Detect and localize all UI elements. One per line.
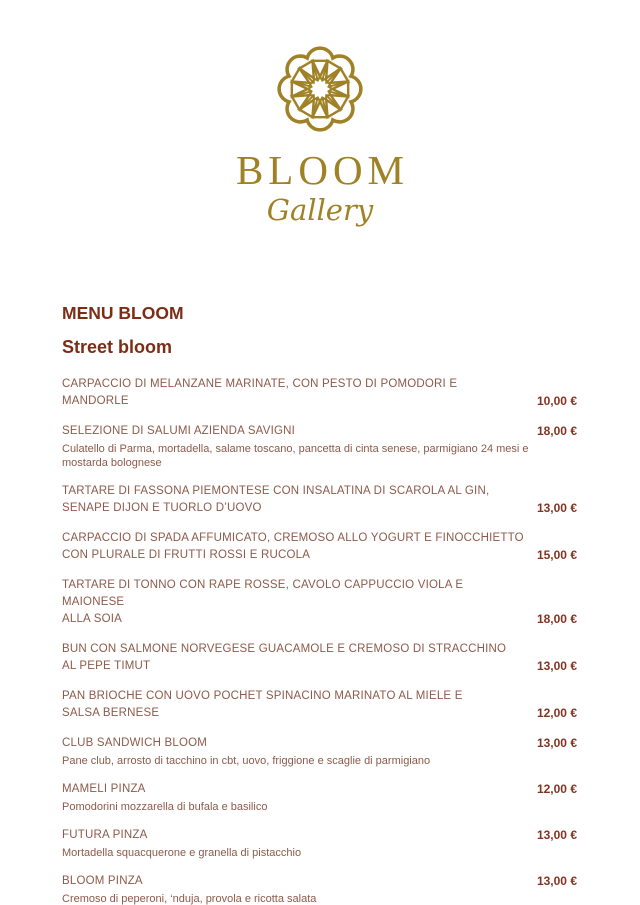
menu-item-title: BLOOM PINZA (62, 874, 143, 887)
menu-item-description: Mortadella squacquerone e granella di pistacchio (62, 846, 302, 859)
menu-item-row (62, 423, 577, 440)
menu-item-price: 12,00 € (536, 705, 577, 720)
menu-item-price: 18,00 € (536, 611, 577, 626)
menu-item-description: Pomodorini mozzarella di bufala e basilico (62, 800, 268, 813)
menu-item (62, 423, 577, 470)
menu-item-row (62, 641, 577, 675)
brand-wordmark: BLOOM (235, 147, 410, 193)
menu-item (62, 641, 577, 675)
menu-item-title: MAMELI PINZA (62, 782, 146, 795)
menu-item (62, 735, 577, 768)
menu-item-row (62, 735, 577, 752)
menu-item-description: Culatello di Parma, mortadella, salame toscano, pancetta di cinta senese, parmigiano 24 mesi e mostarda bolognese (62, 442, 529, 469)
menu-item-price: 13,00 € (536, 500, 577, 515)
menu-item-row (62, 577, 577, 628)
menu-item-price: 10,00 € (536, 393, 577, 408)
menu-section-title: MENU BLOOM (62, 302, 184, 323)
brand-header (0, 0, 640, 227)
bloom-flower-logo-icon (267, 36, 373, 142)
menu-item-row (62, 530, 577, 564)
menu-item-description: Cremoso di peperoni, ‘nduja, provola e ricotta salata (62, 892, 317, 905)
menu-item-title: CARPACCIO DI MELANZANE MARINATE, CON PESTO DI POMODORI E MANDORLE (62, 377, 458, 407)
menu-item-row (62, 483, 577, 517)
menu-item-description: Pane club, arrosto di tacchino in cbt, uovo, friggione e scaglie di parmigiano (62, 754, 431, 767)
menu-item (62, 483, 577, 517)
menu-item-price: 13,00 € (536, 873, 577, 888)
menu-item-title: FUTURA PINZA (62, 828, 148, 841)
menu-item-price: 13,00 € (536, 658, 577, 673)
menu-item (62, 688, 577, 722)
menu-item-title: CARPACCIO DI SPADA AFFUMICATO, CREMOSO ALLO YOGURT E FINOCCHIETTO CON PLURALE DI FRUTTI ROSSI E RUCOLA (62, 531, 524, 561)
brand-subtitle: Gallery (266, 193, 374, 227)
menu-item-price: 15,00 € (536, 547, 577, 562)
menu-item-price: 18,00 € (536, 423, 577, 438)
menu-item-price: 13,00 € (536, 735, 577, 750)
menu-item-row (62, 873, 577, 890)
menu-item-title: TARTARE DI FASSONA PIEMONTESE CON INSALATINA DI SCAROLA AL GIN, SENAPE DIJON E TUORLO D’UOVO (62, 484, 490, 514)
menu-item-row (62, 781, 577, 798)
menu-item (62, 577, 577, 628)
menu-content (0, 303, 640, 905)
menu-items-list (62, 376, 577, 905)
menu-item (62, 530, 577, 564)
menu-item (62, 376, 577, 410)
menu-item-title: CLUB SANDWICH BLOOM (62, 736, 208, 749)
menu-item (62, 873, 577, 905)
menu-item-title: TARTARE DI TONNO CON RAPE ROSSE, CAVOLO CAPPUCCIO VIOLA E MAIONESE ALLA SOIA (62, 578, 464, 625)
menu-item (62, 827, 577, 860)
menu-item (62, 781, 577, 814)
menu-item-title: SELEZIONE DI SALUMI AZIENDA SAVIGNI (62, 424, 296, 437)
menu-item-price: 12,00 € (536, 781, 577, 796)
menu-item-title: PAN BRIOCHE CON UOVO POCHET SPINACINO MARINATO AL MIELE E SALSA BERNESE (62, 689, 463, 719)
menu-item-title: BUN CON SALMONE NORVEGESE GUACAMOLE E CREMOSO DI STRACCHINO AL PEPE TIMUT (62, 642, 507, 672)
menu-subsection-title: Street bloom (62, 336, 173, 357)
menu-item-row (62, 827, 577, 844)
menu-item-price: 13,00 € (536, 827, 577, 842)
menu-item-row (62, 688, 577, 722)
menu-item-row (62, 376, 577, 410)
